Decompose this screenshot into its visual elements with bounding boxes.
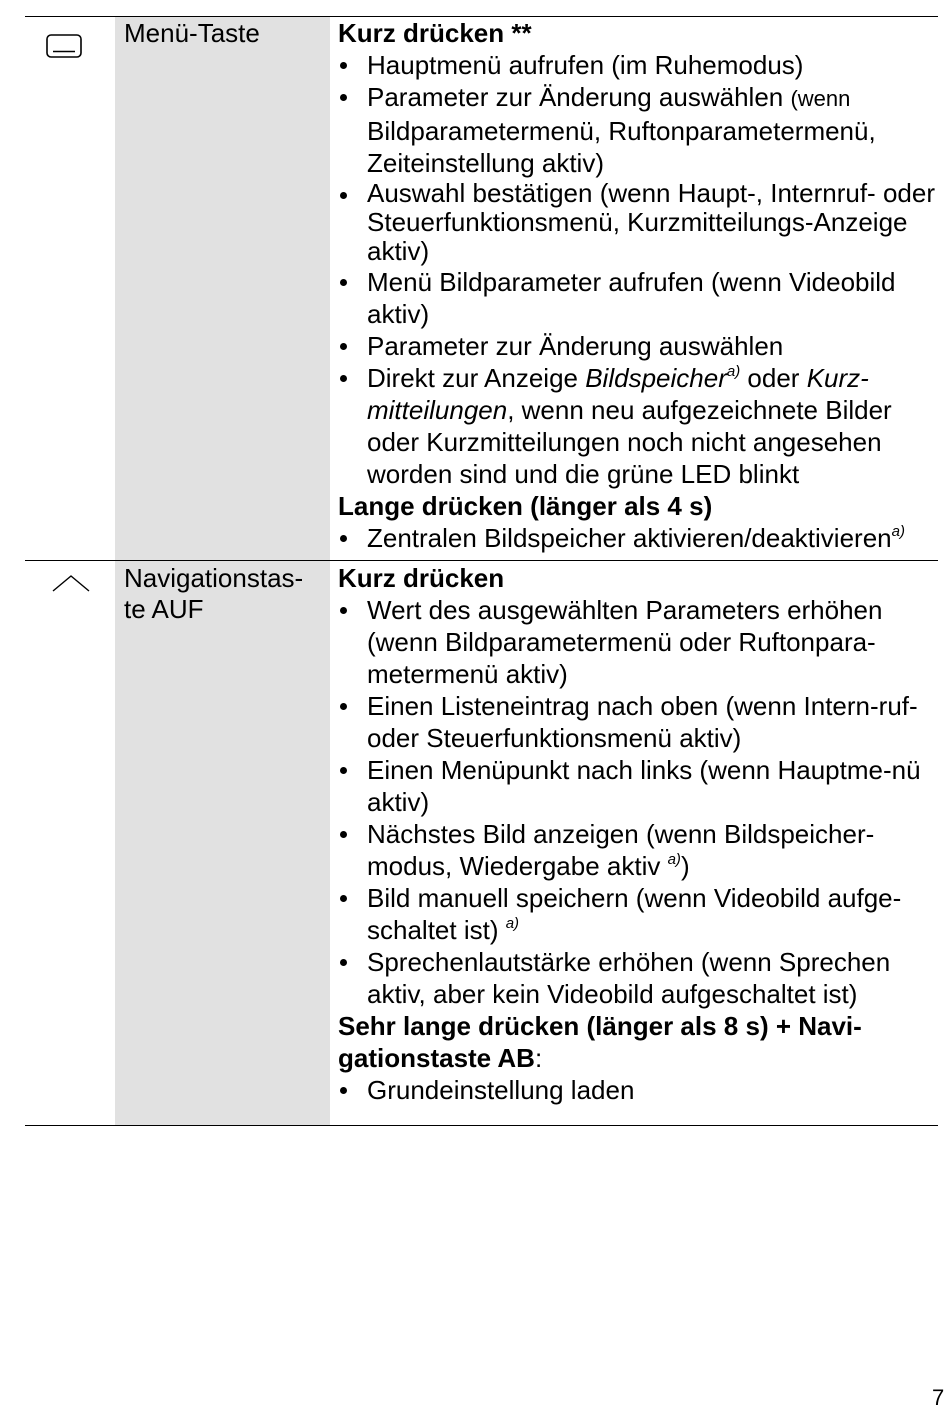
very-long-press-list	[338, 1074, 938, 1106]
long-press-heading: Lange drücken (länger als 4 s)	[338, 491, 713, 521]
very-long-press-heading: Sehr lange drücken (länger als 8 s) + Navi-gationstaste AB:	[338, 1011, 862, 1073]
key-name-menu: Menü-Taste	[124, 18, 260, 48]
long-press-list	[338, 522, 938, 554]
list-item: Einen Listeneintrag nach oben (wenn Intern-ruf- oder Steuerfunktionsmenü aktiv)	[338, 690, 938, 754]
key-description-navigation-up	[338, 562, 938, 1106]
list-item: Nächstes Bild anzeigen (wenn Bildspeicher-modus, Wiedergabe aktiv $^{a)}$)	[338, 818, 938, 882]
key-description-menu	[338, 17, 938, 554]
list-item: Zentralen Bildspeicher aktivieren/deaktivieren$^{a)}$	[338, 522, 938, 554]
short-press-heading: Kurz drücken **	[338, 18, 532, 48]
list-item: Grundeinstellung laden	[338, 1074, 938, 1106]
list-item: Parameter zur Änderung auswählen (wenn Bildparametermenü, Ruftonparametermenü, Zeiteinstellung aktiv)	[338, 81, 938, 179]
list-item: Einen Menüpunkt nach links (wenn Hauptme-nü aktiv)	[338, 754, 938, 818]
list-item: Direkt zur Anzeige Bildspeicher$^{a)}$ oder Kurz-mitteilungen, wenn neu aufgezeichnete Bilder oder Kurzmitteilungen noch nicht angesehen worden sind und die grüne LED blinkt	[338, 362, 938, 490]
list-item: Wert des ausgewählten Parameters erhöhen (wenn Bildparametermenü oder Ruftonpara-metermenü aktiv)	[338, 594, 938, 690]
list-item: Menü Bildparameter aufrufen (wenn Videobild aktiv)	[338, 266, 938, 330]
table-bottom-rule	[25, 1125, 938, 1126]
page-number: 7	[932, 1385, 945, 1410]
list-item: Auswahl bestätigen (wenn Haupt-, Internruf- oder Steuerfunktionsmenü, Kurzmitteilungs-Anzeige aktiv)	[338, 179, 938, 266]
list-item: Parameter zur Änderung auswählen	[338, 330, 938, 362]
short-press-heading: Kurz drücken	[338, 563, 505, 593]
chevron-up-icon	[50, 572, 92, 594]
key-name-cell-menu	[115, 17, 330, 560]
key-name-navigation-up: Navigationstas-te AUF	[124, 563, 304, 624]
list-item: Hauptmenü aufrufen (im Ruhemodus)	[338, 49, 938, 81]
menu-key-icon	[44, 32, 84, 60]
list-item: Bild manuell speichern (wenn Videobild aufge-schaltet ist) $^{a)}$	[338, 882, 938, 946]
list-item: Sprechenlautstärke erhöhen (wenn Sprechen aktiv, aber kein Videobild aufgeschaltet ist)	[338, 946, 938, 1010]
key-name-cell-up	[115, 561, 330, 1125]
short-press-list	[338, 49, 938, 490]
short-press-list	[338, 594, 938, 1010]
